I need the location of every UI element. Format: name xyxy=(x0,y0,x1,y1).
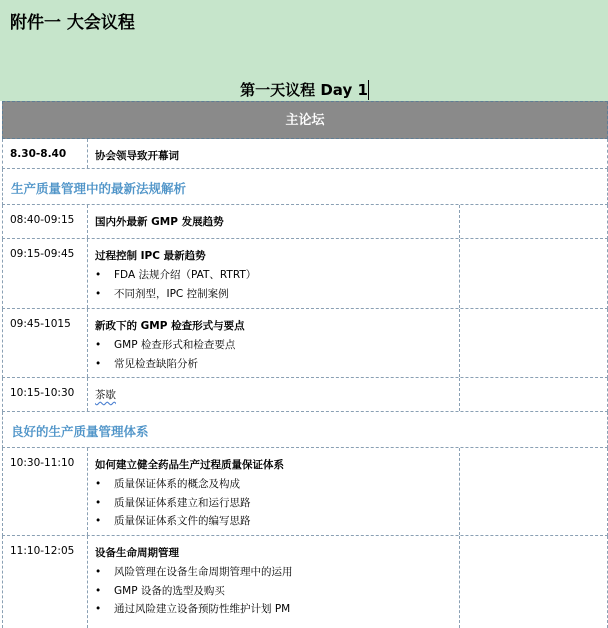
bullet-text: 通过风险建立设备预防性维护计划 PM xyxy=(114,603,291,615)
topic-cell[interactable] xyxy=(89,378,460,411)
bullet-list xyxy=(95,266,459,303)
bullet-text: GMP 检查形式和检查要点 xyxy=(114,339,236,351)
topic-cell[interactable] xyxy=(89,239,460,308)
main-forum-band: 主论坛 xyxy=(2,101,608,139)
time-cell[interactable]: 8.30-8.40 xyxy=(3,139,88,168)
bullet-icon: • xyxy=(95,603,102,615)
text-cursor xyxy=(368,80,369,100)
bullet-text: 质量保证体系文件的编写思路 xyxy=(114,515,251,527)
bullet-icon: • xyxy=(95,339,102,351)
list-item xyxy=(95,285,459,304)
time-cell[interactable]: 10:30-11:10 xyxy=(3,448,88,535)
bullet-icon: • xyxy=(95,357,102,370)
page-title: 附件一 大会议程 xyxy=(10,13,135,33)
notes-cell[interactable] xyxy=(461,239,607,308)
bullet-text: 不同剂型，IPC 控制案例 xyxy=(114,287,229,300)
table-row xyxy=(2,239,608,309)
time-cell[interactable]: 08:40-09:15 xyxy=(3,205,88,238)
topic-cell[interactable] xyxy=(89,309,460,377)
list-item xyxy=(95,582,459,601)
notes-cell[interactable] xyxy=(461,309,607,377)
table-row xyxy=(2,378,608,412)
table-row xyxy=(2,309,608,378)
list-item xyxy=(95,600,459,619)
bullet-icon: • xyxy=(95,478,102,490)
notes-cell[interactable] xyxy=(461,378,607,411)
bullet-icon: • xyxy=(95,566,102,578)
notes-cell[interactable] xyxy=(461,536,607,628)
bullet-text: 风险管理在设备生命周期管理中的运用 xyxy=(114,566,293,578)
day-title[interactable]: 第一天议程 Day 1 xyxy=(240,81,368,99)
table-row xyxy=(2,536,608,628)
table-row xyxy=(2,448,608,536)
agenda-table xyxy=(2,101,608,628)
topic-title: 如何建立健全药品生产过程质量保证体系 xyxy=(95,459,284,471)
bullet-list xyxy=(95,563,459,619)
topic-title: 设备生命周期管理 xyxy=(95,547,179,559)
time-cell[interactable]: 09:15-09:45 xyxy=(3,239,88,308)
list-item xyxy=(95,494,459,513)
list-item xyxy=(95,563,459,582)
notes-cell[interactable] xyxy=(461,205,607,238)
time-cell[interactable]: 11:10-12:05 xyxy=(3,536,88,628)
section-heading[interactable]: 良好的生产质量管理体系 xyxy=(2,412,608,448)
bullet-icon: • xyxy=(95,584,102,597)
table-row xyxy=(2,139,608,169)
bullet-icon: • xyxy=(95,287,102,300)
bullet-list xyxy=(95,336,459,373)
table-row xyxy=(2,205,608,239)
bullet-list xyxy=(95,475,459,531)
bullet-icon: • xyxy=(95,496,102,509)
topic-title: 新政下的 GMP 检查形式与要点 xyxy=(95,320,245,332)
bullet-text: 常见检查缺陷分析 xyxy=(114,357,198,370)
list-item xyxy=(95,475,459,494)
time-cell[interactable]: 09:45-1015 xyxy=(3,309,88,377)
topic-cell[interactable] xyxy=(89,448,460,535)
list-item xyxy=(95,512,459,531)
time-cell[interactable]: 10:15-10:30 xyxy=(3,378,88,411)
notes-cell[interactable] xyxy=(461,448,607,535)
topic-cell[interactable]: 协会领导致开幕词 xyxy=(95,150,179,162)
list-item xyxy=(95,336,459,355)
topic-cell[interactable] xyxy=(89,205,460,238)
bullet-text: FDA 法规介绍（PAT、RTRT） xyxy=(114,269,257,281)
bullet-icon: • xyxy=(95,269,102,281)
topic-title: 过程控制 IPC 最新趋势 xyxy=(95,250,206,262)
topic-title: 茶歇 xyxy=(95,389,116,401)
topic-title: 国内外最新 GMP 发展趋势 xyxy=(95,216,224,228)
bullet-text: 质量保证体系的概念及构成 xyxy=(114,478,240,490)
bullet-icon: • xyxy=(95,515,102,527)
bullet-text: GMP 设备的选型及购买 xyxy=(114,584,225,597)
header-banner xyxy=(0,0,608,101)
topic-cell[interactable] xyxy=(89,536,460,628)
section-heading[interactable]: 生产质量管理中的最新法规解析 xyxy=(2,169,608,205)
bullet-text: 质量保证体系建立和运行思路 xyxy=(114,496,251,509)
list-item xyxy=(95,355,459,374)
list-item xyxy=(95,266,459,285)
